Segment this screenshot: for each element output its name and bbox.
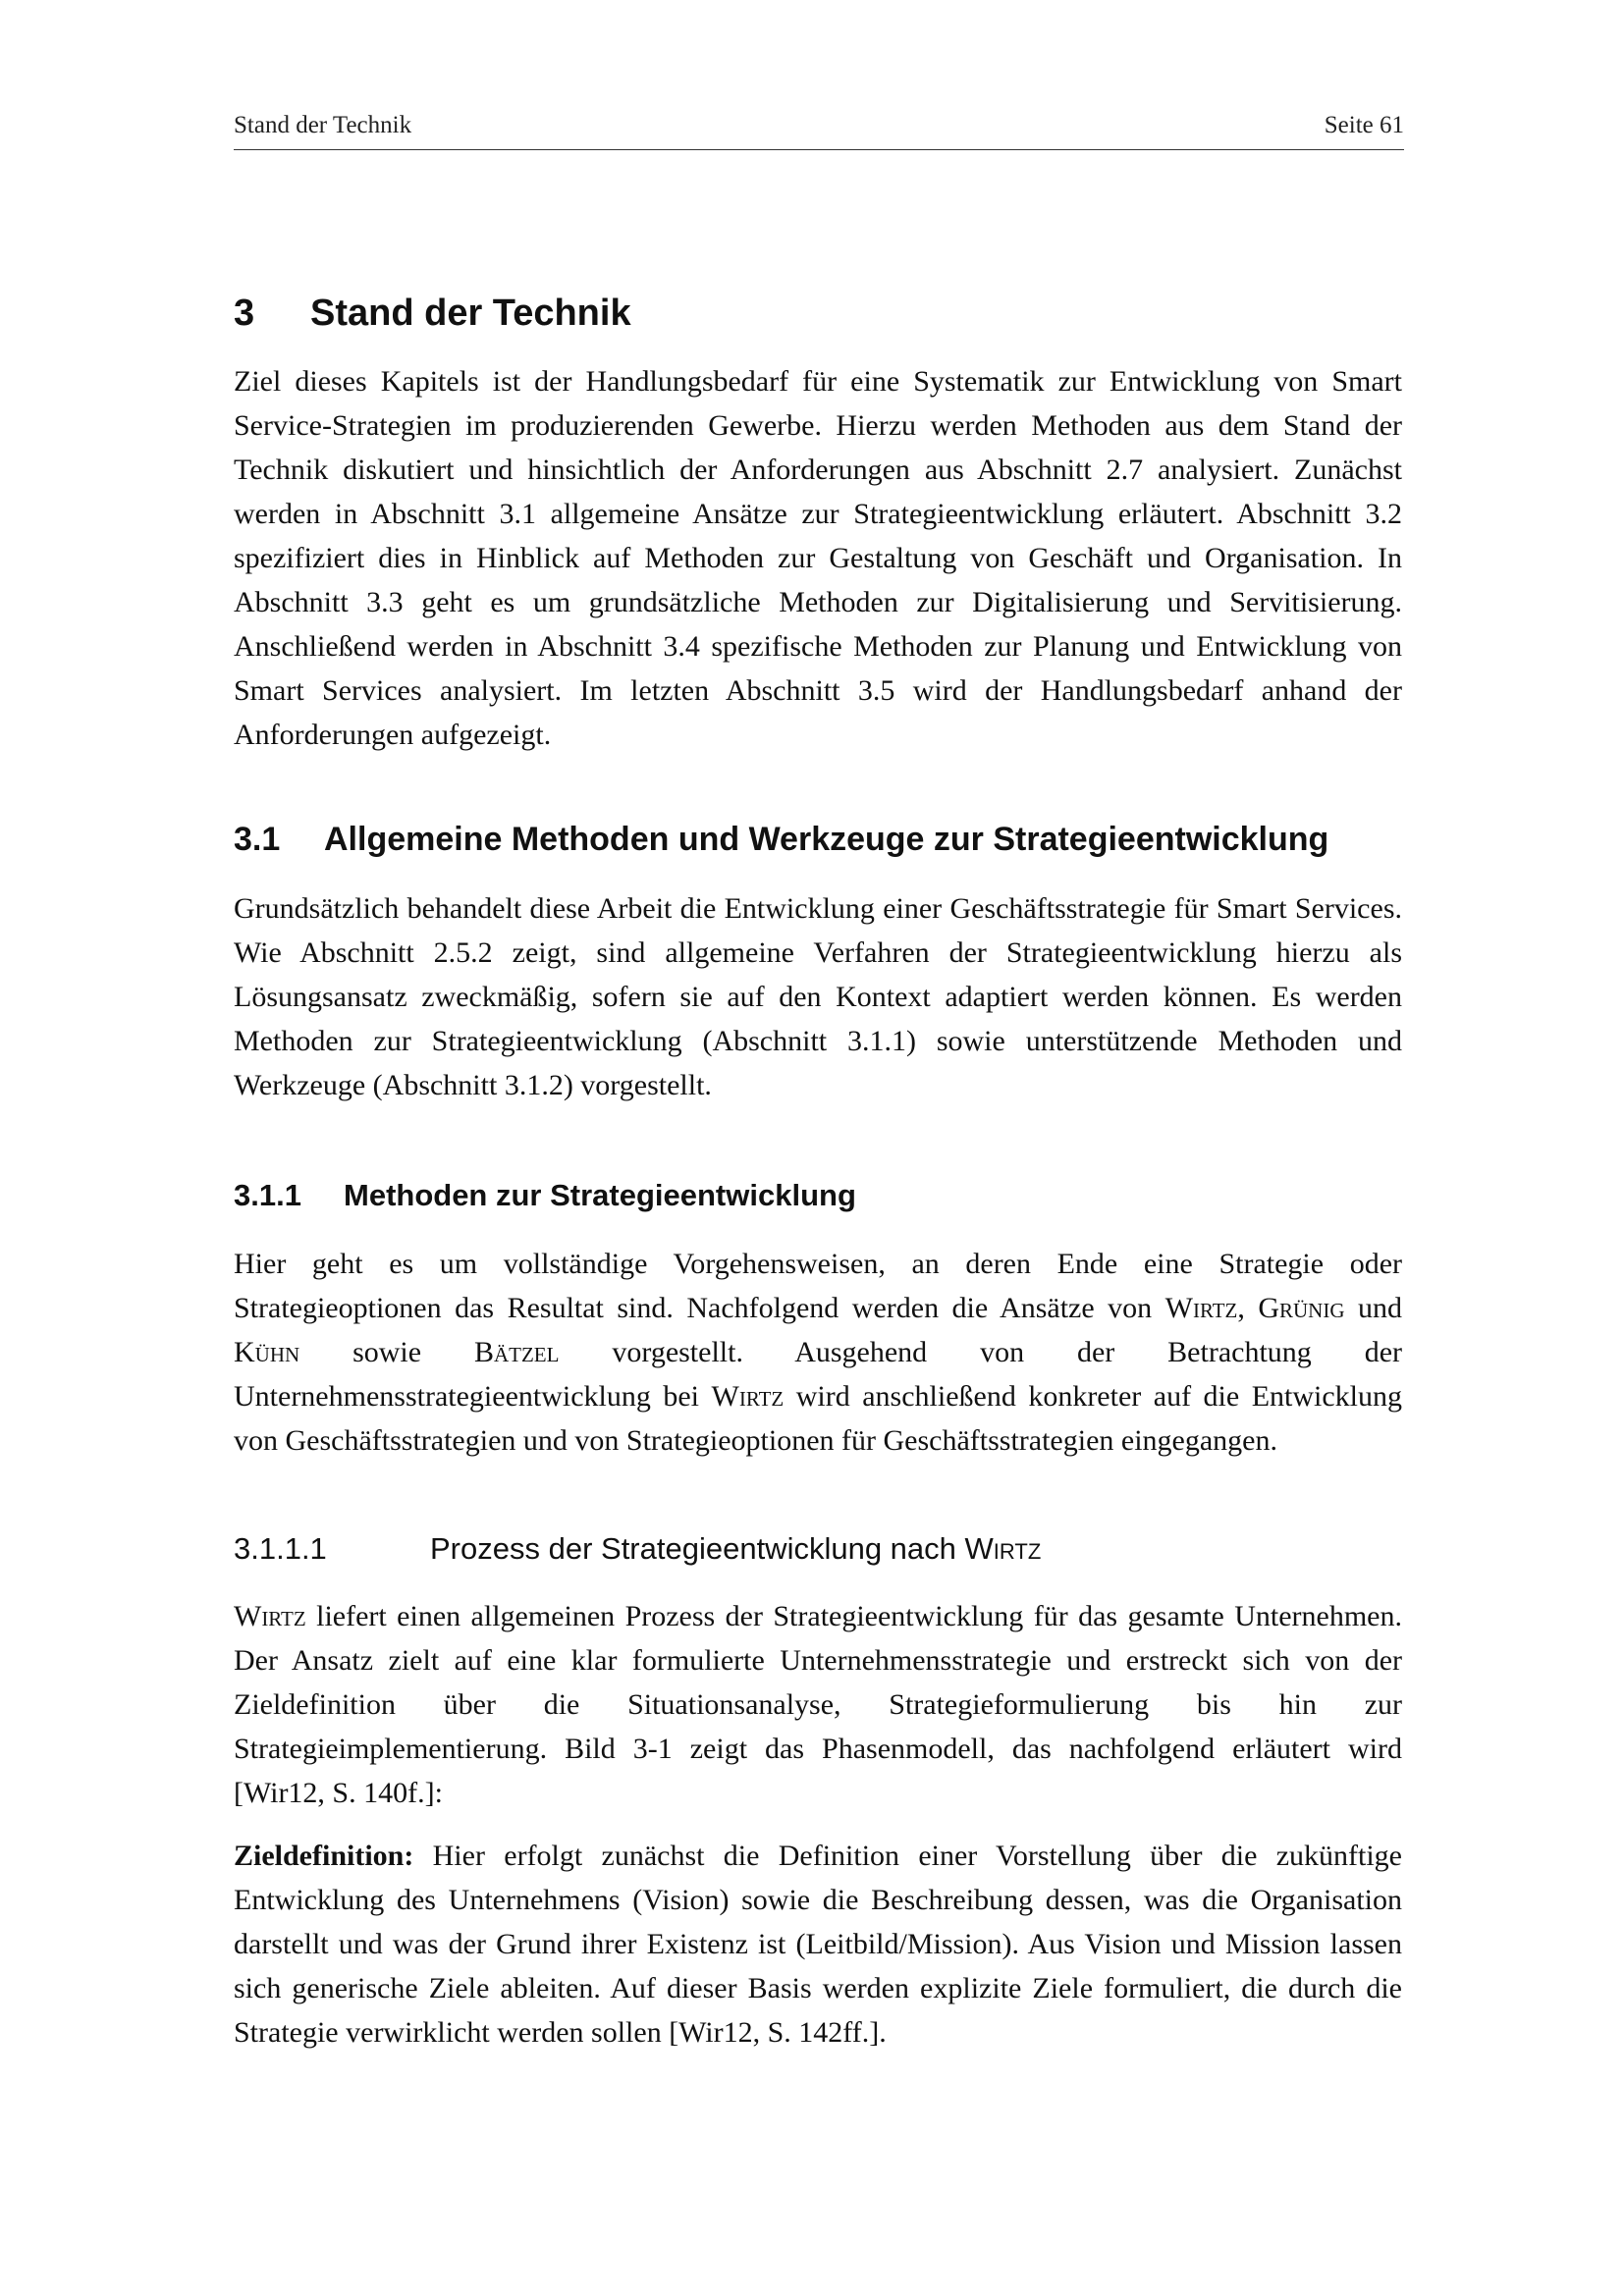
section-paragraph: Grundsätzlich behandelt diese Arbeit die Entwicklung einer Geschäftsstrategie für Smart Services. Wie Abschnitt 2.5.2 zeigt, sind allgemeine Verfahren der Strategieentwicklung hierzu als Lösungsansatz zweckmäßig, sofern sie auf den Kontext adaptiert werden können. Es werden Methoden zur Strategieentwicklung (Abschnitt 3.1.1) sowie unterstützende Methoden und Werkzeuge (Abschnitt 3.1.2) vorgestellt. bbox=[234, 892, 1402, 1101]
section-number: 3.1 bbox=[234, 821, 281, 858]
running-header bbox=[234, 110, 1404, 150]
author-name: Wirtz bbox=[711, 1380, 785, 1413]
author-name: Kühn bbox=[234, 1336, 300, 1368]
author-name: Wirtz bbox=[234, 1600, 306, 1632]
paragraph-heading bbox=[234, 1531, 1412, 1567]
text-run: sowie bbox=[299, 1336, 474, 1368]
subsection-number: 3.1.1 bbox=[234, 1178, 301, 1212]
chapter-number: 3 bbox=[234, 293, 255, 334]
text-run: , bbox=[1237, 1292, 1259, 1324]
subsection-title: Methoden zur Strategieentwicklung bbox=[344, 1178, 856, 1212]
text-run: liefert einen allgemeinen Prozess der Strategieentwicklung für das gesamte Unternehmen. Der Ansatz zielt auf eine klar formulierte Unternehmensstrategie und erstreckt sich von der Zieldefinition über die Situationsanalyse, Strategieformulierung bis hin zur Strategieimplementierung. Bild 3-1 zeigt das Phasenmodell, das nachfolgend erläutert wird [Wir12, S. 140f.]: bbox=[234, 1600, 1402, 1809]
chapter-heading bbox=[234, 293, 1412, 335]
author-name: Bätzel bbox=[473, 1336, 560, 1368]
paragraph-number: 3.1.1.1 bbox=[234, 1531, 327, 1566]
subsection-paragraph bbox=[234, 1242, 1402, 1463]
author-name: Grünig bbox=[1258, 1292, 1345, 1324]
process-paragraph bbox=[234, 1594, 1402, 1815]
text-run: Hier geht es um vollständige Vorgehensweisen, an deren Ende eine Strategie oder Strategieoptionen das Resultat sind. Nachfolgend werden die Ansätze von bbox=[234, 1248, 1402, 1324]
header-page-number: Seite 61 bbox=[1324, 112, 1404, 138]
subsection-heading bbox=[234, 1178, 1412, 1213]
paragraph-title: Prozess der Strategieentwicklung nach bbox=[430, 1531, 965, 1566]
section-title: Allgemeine Methoden und Werkzeuge zur Strategieentwicklung bbox=[324, 821, 1329, 858]
definition-text: Hier erfolgt zunächst die Definition einer Vorstellung über die zukünftige Entwicklung des Unternehmens (Vision) sowie die Beschreibung dessen, was die Organisation darstellt und was der Grund ihrer Existenz ist (Leitbild/Mission). Aus Vision und Mission lassen sich generische Ziele ableiten. Auf dieser Basis werden explizite Ziele formuliert, die durch die Strategie verwirklicht werden sollen [Wir12, S. 142ff.]. bbox=[234, 1840, 1402, 2049]
paragraph-title-author: Wirtz bbox=[964, 1531, 1042, 1566]
header-chapter-title: Stand der Technik bbox=[234, 112, 412, 138]
definition-paragraph bbox=[234, 1834, 1402, 2055]
chapter-intro-paragraph: Ziel dieses Kapitels ist der Handlungsbedarf für eine Systematik zur Entwicklung von Smart Service-Strategien im produzierenden Gewerbe. Hierzu werden Methoden aus dem Stand der Technik diskutiert und hinsichtlich der Anforderungen aus Abschnitt 2.7 analysiert. Zunächst werden in Abschnitt 3.1 allgemeine Ansätze zur Strategieentwicklung erläutert. Abschnitt 3.2 spezifiziert dies in Hinblick auf Methoden zur Gestaltung von Geschäft und Organisation. In Abschnitt 3.3 geht es um grundsätzliche Methoden zur Digitalisierung und Servitisierung. Anschließend werden in Abschnitt 3.4 spezifische Methoden zur Planung und Entwicklung von Smart Services analysiert. Im letzten Abschnitt 3.5 wird der Handlungsbedarf anhand der Anforderungen aufgezeigt. bbox=[234, 365, 1402, 751]
text-run: und bbox=[1344, 1292, 1402, 1324]
text-run: vorgestellt. Ausgehend von der Betrachtung der Unternehmensstrategieentwicklung bei bbox=[234, 1336, 1402, 1413]
author-name: Wirtz bbox=[1164, 1292, 1238, 1324]
chapter-title: Stand der Technik bbox=[310, 293, 631, 334]
definition-term: Zieldefinition: bbox=[234, 1840, 414, 1872]
section-heading bbox=[234, 821, 1412, 859]
text-run: wird anschließend konkreter auf die Entwicklung von Geschäftsstrategien und von Strategieoptionen für Geschäftsstrategien eingegangen. bbox=[234, 1380, 1403, 1457]
